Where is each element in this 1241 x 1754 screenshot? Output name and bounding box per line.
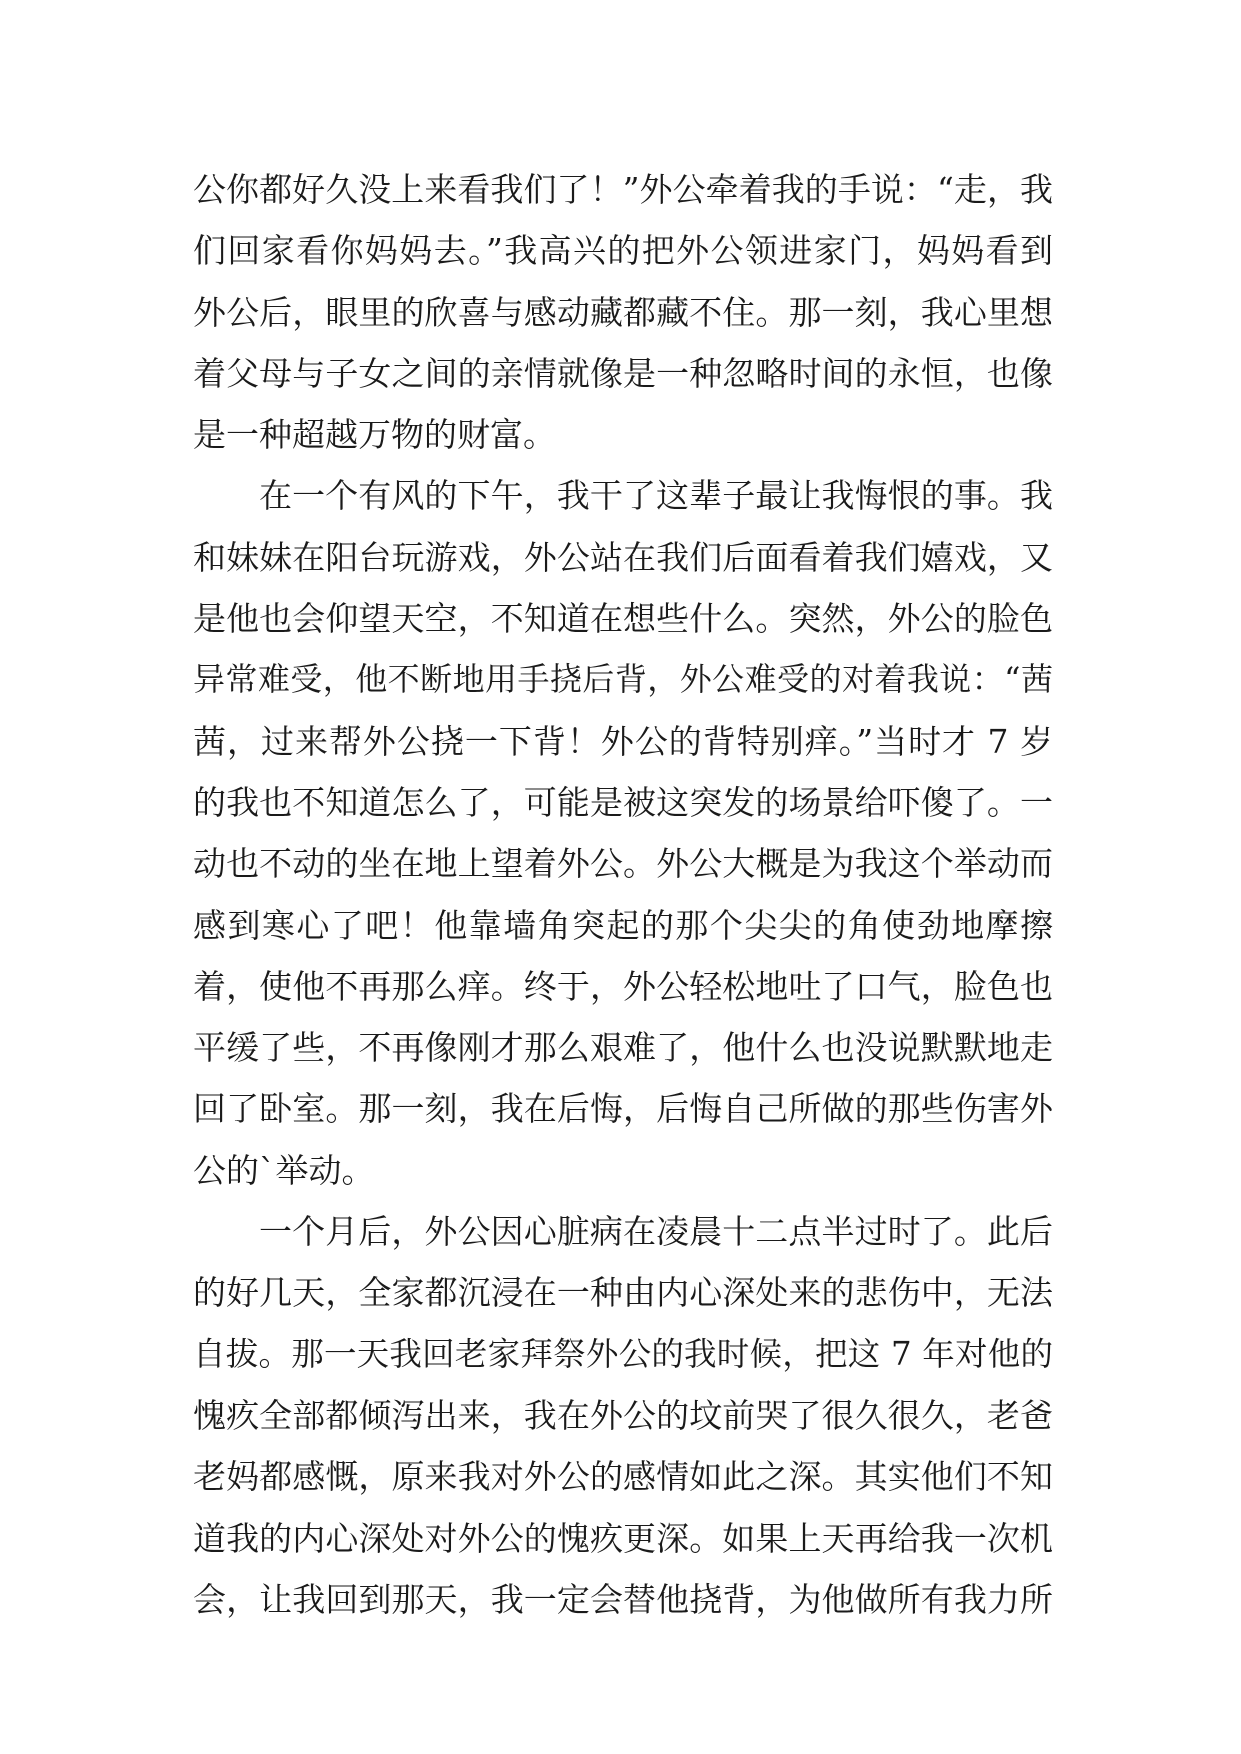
text-line: 平缓了些，不再像刚才那么艰难了，他什么也没说默默地走 (193, 1028, 1053, 1068)
text-line: 在一个有风的下午，我干了这辈子最让我悔恨的事。我 (259, 476, 1053, 516)
text-line: 公你都好久没上来看我们了！”外公牵着我的手说：“走，我 (193, 170, 1053, 209)
text-line: 公的`举动。 (193, 1150, 375, 1190)
text-line: 的好几天，全家都沉浸在一种由内心深处来的悲伤中，无法 (193, 1273, 1053, 1313)
text-line: 茜，过来帮外公挠一下背！外公的背特别痒。”当时才 7 岁 (193, 721, 1053, 761)
text-line: 的我也不知道怎么了，可能是被这突发的场景给吓傻了。一 (193, 782, 1053, 822)
text-line: 感到寒心了吧！他靠墙角突起的那个尖尖的角使劲地摩擦 (193, 905, 1053, 945)
text-line: 是他也会仰望天空，不知道在想些什么。突然，外公的脸色 (193, 599, 1053, 639)
text-line: 一个月后，外公因心脏病在凌晨十二点半过时了。此后 (259, 1212, 1053, 1252)
text-line: 着父母与子女之间的亲情就像是一种忽略时间的永恒，也像 (193, 353, 1053, 393)
text-line: 回了卧室。那一刻，我在后悔，后悔自己所做的那些伤害外 (193, 1089, 1053, 1129)
text-line: 是一种超越万物的财富。 (193, 415, 556, 455)
text-line: 动也不动的坐在地上望着外公。外公大概是为我这个举动而 (193, 844, 1053, 884)
text-line: 道我的内心深处对外公的愧疚更深。如果上天再给我一次机 (193, 1518, 1053, 1558)
text-line: 们回家看你妈妈去。”我高兴的把外公领进家门，妈妈看到 (193, 231, 1053, 271)
text-line: 着，使他不再那么痒。终于，外公轻松地吐了口气，脸色也 (193, 966, 1053, 1006)
text-line: 愧疚全部都倾泻出来，我在外公的坟前哭了很久很久，老爸 (193, 1395, 1053, 1435)
text-line: 自拔。那一天我回老家拜祭外公的我时候，把这 7 年对他的 (193, 1334, 1053, 1373)
text-line: 和妹妹在阳台玩游戏，外公站在我们后面看着我们嬉戏，又 (193, 537, 1053, 577)
text-line: 老妈都感慨，原来我对外公的感情如此之深。其实他们不知 (193, 1457, 1053, 1497)
text-line: 异常难受，他不断地用手挠后背，外公难受的对着我说：“茜 (193, 660, 1053, 699)
body-text (193, 159, 1053, 1630)
text-line: 外公后，眼里的欣喜与感动藏都藏不住。那一刻，我心里想 (193, 292, 1053, 332)
text-line: 会，让我回到那天，我一定会替他挠背，为他做所有我力所 (193, 1579, 1053, 1619)
